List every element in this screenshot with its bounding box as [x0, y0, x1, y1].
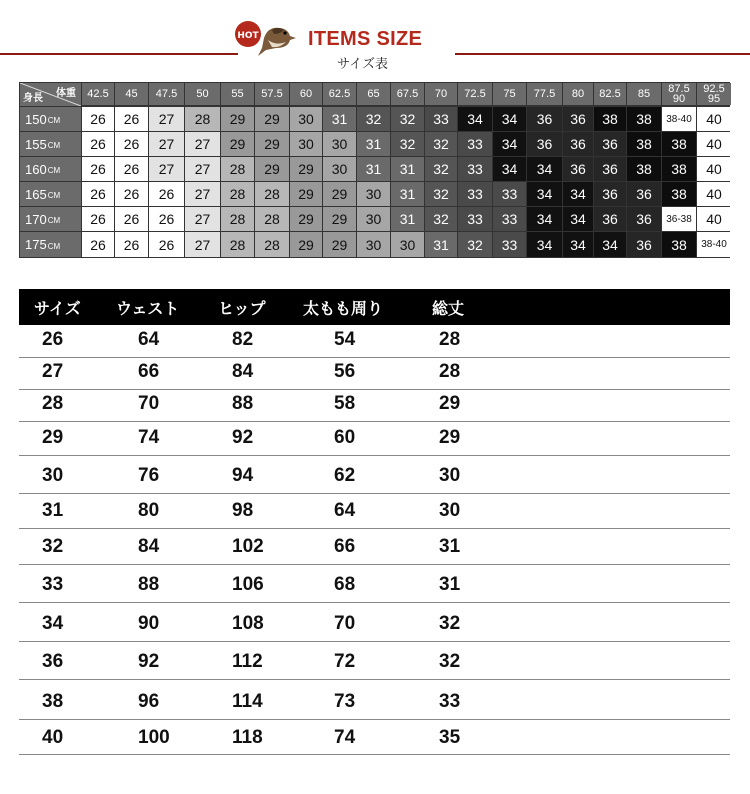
grid-size-cell: 36 — [627, 182, 661, 206]
size-table-row — [19, 393, 730, 427]
grid-size-cell: 36 — [563, 132, 593, 156]
height-row-label — [20, 232, 81, 257]
grid-size-cell: 34 — [527, 232, 562, 257]
thigh-value: 58 — [334, 393, 356, 414]
grid-size-cell: 30 — [357, 232, 390, 257]
grid-size-cell: 29 — [290, 182, 322, 206]
grid-size-cell: 31 — [425, 232, 457, 257]
row-divider — [19, 455, 730, 456]
grid-size-cell: 38 — [662, 182, 696, 206]
grid-size-cell: 28 — [221, 157, 254, 181]
height-value: 160 — [25, 161, 47, 177]
size-value: 33 — [42, 574, 64, 595]
weight-header-cell: 87.5 90 — [662, 83, 696, 105]
height-row-label — [20, 132, 81, 156]
grid-size-cell: 29 — [221, 132, 254, 156]
size-table-row — [19, 536, 730, 570]
weight-header-cell: 62.5 — [323, 83, 356, 105]
grid-size-cell: 36 — [563, 107, 593, 131]
grid-corner-header — [20, 83, 81, 106]
height-unit: CM — [47, 141, 61, 150]
size-value: 26 — [42, 329, 64, 350]
hip-value: 82 — [232, 329, 254, 350]
size-table-row — [19, 329, 730, 363]
size-value: 38 — [42, 691, 64, 712]
thigh-value: 60 — [334, 427, 356, 448]
grid-size-cell: 31 — [323, 107, 356, 131]
grid-size-cell: 31 — [357, 132, 390, 156]
grid-size-cell: 36 — [627, 232, 661, 257]
thigh-value: 66 — [334, 536, 356, 557]
grid-size-cell: 29 — [255, 132, 289, 156]
grid-size-cell: 28 — [255, 182, 289, 206]
sparrow-icon — [228, 12, 298, 58]
row-divider — [19, 564, 730, 565]
size-value: 40 — [42, 727, 64, 748]
waist-value: 64 — [138, 329, 160, 350]
row-divider — [19, 421, 730, 422]
col-header-length: 総丈 — [432, 299, 465, 318]
size-table-row — [19, 465, 730, 499]
height-value: 165 — [25, 186, 47, 202]
grid-size-cell: 32 — [391, 107, 424, 131]
weight-header-cell: 77.5 — [527, 83, 562, 105]
waist-value: 100 — [138, 727, 170, 748]
weight-header-cell: 72.5 — [458, 83, 492, 105]
grid-size-cell: 27 — [185, 157, 220, 181]
grid-size-cell: 26 — [82, 132, 114, 156]
hot-badge: HOT — [237, 31, 259, 41]
length-value: 30 — [439, 465, 461, 486]
grid-size-cell: 26 — [82, 157, 114, 181]
grid-size-cell: 26 — [115, 207, 148, 231]
grid-size-cell: 34 — [563, 207, 593, 231]
size-value: 29 — [42, 427, 64, 448]
grid-size-cell: 38 — [662, 132, 696, 156]
weight-header-cell: 42.5 — [82, 83, 114, 105]
height-row-label — [20, 107, 81, 131]
grid-size-cell: 26 — [82, 182, 114, 206]
weight-header-cell: 57.5 — [255, 83, 289, 105]
grid-size-cell: 28 — [255, 232, 289, 257]
height-unit: CM — [47, 216, 61, 225]
grid-size-cell: 34 — [493, 157, 526, 181]
grid-size-cell: 33 — [458, 157, 492, 181]
grid-size-cell: 32 — [425, 132, 457, 156]
row-divider — [19, 754, 730, 755]
grid-size-cell: 36 — [627, 207, 661, 231]
row-divider — [19, 493, 730, 494]
page-subtitle: サイズ表 — [337, 57, 388, 72]
grid-size-cell: 31 — [391, 207, 424, 231]
waist-value: 96 — [138, 691, 160, 712]
size-table-row — [19, 613, 730, 647]
waist-value: 76 — [138, 465, 160, 486]
size-table-row — [19, 427, 730, 461]
grid-size-cell: 32 — [357, 107, 390, 131]
grid-size-cell: 34 — [527, 182, 562, 206]
hip-value: 118 — [232, 727, 263, 748]
grid-size-cell: 34 — [527, 207, 562, 231]
col-header-size: サイズ — [34, 299, 81, 318]
grid-size-cell: 28 — [221, 182, 254, 206]
grid-size-cell: 32 — [425, 182, 457, 206]
grid-size-cell: 40 — [697, 132, 731, 156]
grid-size-cell: 36 — [594, 182, 626, 206]
thigh-value: 73 — [334, 691, 356, 712]
row-divider — [19, 528, 730, 529]
grid-size-cell: 33 — [493, 207, 526, 231]
grid-size-cell: 27 — [185, 207, 220, 231]
size-table-row — [19, 500, 730, 534]
grid-size-cell: 38-40 — [697, 232, 731, 257]
grid-size-cell: 38 — [594, 107, 626, 131]
grid-size-cell: 38 — [627, 157, 661, 181]
hip-value: 88 — [232, 393, 254, 414]
grid-size-cell: 26 — [82, 107, 114, 131]
weight-header-cell: 92.5 95 — [697, 83, 731, 105]
grid-size-cell: 40 — [697, 182, 731, 206]
hip-value: 106 — [232, 574, 264, 595]
waist-value: 66 — [138, 361, 160, 382]
grid-size-cell: 34 — [563, 232, 593, 257]
grid-size-cell: 27 — [149, 157, 184, 181]
grid-size-cell: 33 — [458, 132, 492, 156]
grid-size-cell: 29 — [290, 232, 322, 257]
size-value: 34 — [42, 613, 64, 634]
grid-size-cell: 26 — [115, 232, 148, 257]
grid-size-cell: 38 — [627, 132, 661, 156]
size-table-row — [19, 651, 730, 685]
grid-size-cell: 29 — [323, 207, 356, 231]
grid-size-cell: 32 — [425, 207, 457, 231]
grid-size-cell: 34 — [594, 232, 626, 257]
grid-size-cell: 31 — [391, 182, 424, 206]
height-row-label — [20, 157, 81, 181]
row-divider — [19, 679, 730, 680]
length-value: 32 — [439, 613, 461, 634]
grid-size-cell: 34 — [527, 157, 562, 181]
grid-size-cell: 38-40 — [662, 107, 696, 131]
grid-size-cell: 27 — [185, 232, 220, 257]
length-value: 30 — [439, 500, 461, 521]
grid-size-cell: 31 — [391, 157, 424, 181]
weight-axis-label: 体重 — [56, 88, 76, 99]
size-table-header — [19, 289, 730, 325]
grid-size-cell: 36 — [594, 157, 626, 181]
grid-size-cell: 34 — [493, 107, 526, 131]
grid-size-cell: 30 — [290, 107, 322, 131]
height-unit: CM — [47, 241, 61, 251]
row-divider — [19, 641, 730, 642]
waist-value: 90 — [138, 613, 160, 634]
grid-size-cell: 29 — [323, 182, 356, 206]
grid-size-cell: 27 — [185, 182, 220, 206]
grid-size-cell: 26 — [115, 107, 148, 131]
length-value: 35 — [439, 727, 461, 748]
length-value: 31 — [439, 574, 461, 595]
height-unit: CM — [47, 166, 61, 175]
grid-size-cell: 36 — [527, 107, 562, 131]
header-rule-left — [0, 53, 238, 55]
grid-size-cell: 33 — [493, 232, 526, 257]
weight-header-cell: 82.5 — [594, 83, 626, 105]
row-divider — [19, 719, 730, 720]
weight-header-cell: 47.5 — [149, 83, 184, 105]
weight-header-cell: 65 — [357, 83, 390, 105]
height-value: 175 — [25, 237, 47, 252]
height-axis-label: 身長 — [23, 93, 43, 104]
grid-size-cell: 29 — [255, 157, 289, 181]
grid-size-cell: 38 — [662, 232, 696, 257]
page-title: ITEMS SIZE — [308, 28, 423, 50]
grid-size-cell: 33 — [458, 182, 492, 206]
hip-value: 92 — [232, 427, 254, 448]
length-value: 28 — [439, 329, 461, 350]
size-table-row — [19, 727, 730, 761]
size-table-row — [19, 691, 730, 725]
thigh-value: 70 — [334, 613, 356, 634]
hip-value: 84 — [232, 361, 254, 382]
grid-size-cell: 34 — [458, 107, 492, 131]
hip-value: 108 — [232, 613, 264, 634]
size-value: 27 — [42, 361, 64, 382]
grid-size-cell: 38 — [627, 107, 661, 131]
hip-value: 102 — [232, 536, 264, 557]
grid-size-cell: 28 — [185, 107, 220, 131]
height-row-label — [20, 207, 81, 231]
length-value: 31 — [439, 536, 461, 557]
grid-size-cell: 28 — [221, 232, 254, 257]
grid-size-cell: 30 — [323, 157, 356, 181]
hip-value: 94 — [232, 465, 254, 486]
weight-header-cell: 70 — [425, 83, 457, 105]
grid-size-cell: 34 — [563, 182, 593, 206]
weight-header-cell: 85 — [627, 83, 661, 105]
grid-size-cell: 40 — [697, 157, 731, 181]
size-value: 31 — [42, 500, 64, 521]
row-divider — [19, 389, 730, 390]
height-value: 170 — [25, 211, 47, 227]
grid-size-cell: 36-38 — [662, 207, 696, 231]
grid-size-cell: 29 — [323, 232, 356, 257]
size-value: 28 — [42, 393, 64, 414]
grid-size-cell: 34 — [493, 132, 526, 156]
row-divider — [19, 602, 730, 603]
grid-size-cell: 36 — [594, 132, 626, 156]
grid-size-cell: 26 — [82, 232, 114, 257]
thigh-value: 68 — [334, 574, 356, 595]
length-value: 32 — [439, 651, 461, 672]
grid-size-cell: 26 — [115, 182, 148, 206]
hip-value: 114 — [232, 691, 263, 712]
height-unit: CM — [47, 116, 61, 125]
grid-size-cell: 30 — [323, 132, 356, 156]
grid-size-cell: 40 — [697, 107, 731, 131]
grid-size-cell: 36 — [527, 132, 562, 156]
grid-size-cell: 26 — [149, 207, 184, 231]
grid-size-cell: 38 — [662, 157, 696, 181]
weight-header-cell: 67.5 — [391, 83, 424, 105]
length-value: 33 — [439, 691, 461, 712]
height-value: 155 — [25, 136, 47, 152]
size-table-row — [19, 361, 730, 395]
grid-size-cell: 32 — [458, 232, 492, 257]
grid-size-cell: 33 — [493, 182, 526, 206]
weight-header-cell: 75 — [493, 83, 526, 105]
waist-value: 74 — [138, 427, 160, 448]
length-value: 29 — [439, 427, 461, 448]
height-row-label — [20, 182, 81, 206]
col-header-waist: ウェスト — [116, 299, 180, 318]
grid-size-cell: 30 — [357, 182, 390, 206]
grid-size-cell: 30 — [290, 132, 322, 156]
grid-size-cell: 26 — [149, 232, 184, 257]
waist-value: 70 — [138, 393, 160, 414]
grid-size-cell: 27 — [149, 107, 184, 131]
waist-value: 88 — [138, 574, 160, 595]
grid-size-cell: 31 — [357, 157, 390, 181]
grid-size-cell: 26 — [82, 207, 114, 231]
weight-header-cell: 45 — [115, 83, 148, 105]
weight-header-cell: 80 — [563, 83, 593, 105]
height-unit: CM — [47, 191, 61, 200]
grid-size-cell: 29 — [290, 207, 322, 231]
grid-size-cell: 33 — [458, 207, 492, 231]
thigh-value: 64 — [334, 500, 356, 521]
grid-size-cell: 28 — [221, 207, 254, 231]
hip-value: 112 — [232, 651, 263, 672]
weight-header-cell: 60 — [290, 83, 322, 105]
grid-size-cell: 30 — [391, 232, 424, 257]
grid-size-cell: 26 — [115, 157, 148, 181]
grid-size-cell: 26 — [149, 182, 184, 206]
thigh-value: 54 — [334, 329, 356, 350]
grid-size-cell: 32 — [391, 132, 424, 156]
grid-size-cell: 29 — [221, 107, 254, 131]
height-value: 150 — [25, 111, 47, 127]
length-value: 29 — [439, 393, 461, 414]
weight-header-cell: 55 — [221, 83, 254, 105]
size-value: 36 — [42, 651, 64, 672]
size-by-height-weight-grid — [19, 82, 730, 258]
size-value: 30 — [42, 465, 64, 486]
col-header-thigh: 太もも周り — [303, 299, 384, 318]
grid-size-cell: 27 — [185, 132, 220, 156]
grid-size-cell: 33 — [425, 107, 457, 131]
weight-header-cell: 50 — [185, 83, 220, 105]
waist-value: 92 — [138, 651, 160, 672]
grid-size-cell: 26 — [115, 132, 148, 156]
hip-value: 98 — [232, 500, 254, 521]
size-value: 32 — [42, 536, 64, 557]
length-value: 28 — [439, 361, 461, 382]
grid-size-cell: 27 — [149, 132, 184, 156]
grid-size-cell: 28 — [255, 207, 289, 231]
waist-value: 80 — [138, 500, 160, 521]
col-header-hip: ヒップ — [218, 299, 266, 318]
waist-value: 84 — [138, 536, 160, 557]
row-divider — [19, 357, 730, 358]
thigh-value: 74 — [334, 727, 356, 748]
grid-size-cell: 32 — [425, 157, 457, 181]
grid-size-cell: 40 — [697, 207, 731, 231]
thigh-value: 56 — [334, 361, 356, 382]
size-table-row — [19, 574, 730, 608]
thigh-value: 62 — [334, 465, 356, 486]
header-rule-right — [455, 53, 750, 55]
grid-size-cell: 36 — [594, 207, 626, 231]
thigh-value: 72 — [334, 651, 356, 672]
grid-size-cell: 30 — [357, 207, 390, 231]
grid-size-cell: 29 — [255, 107, 289, 131]
grid-size-cell: 36 — [563, 157, 593, 181]
grid-size-cell: 29 — [290, 157, 322, 181]
